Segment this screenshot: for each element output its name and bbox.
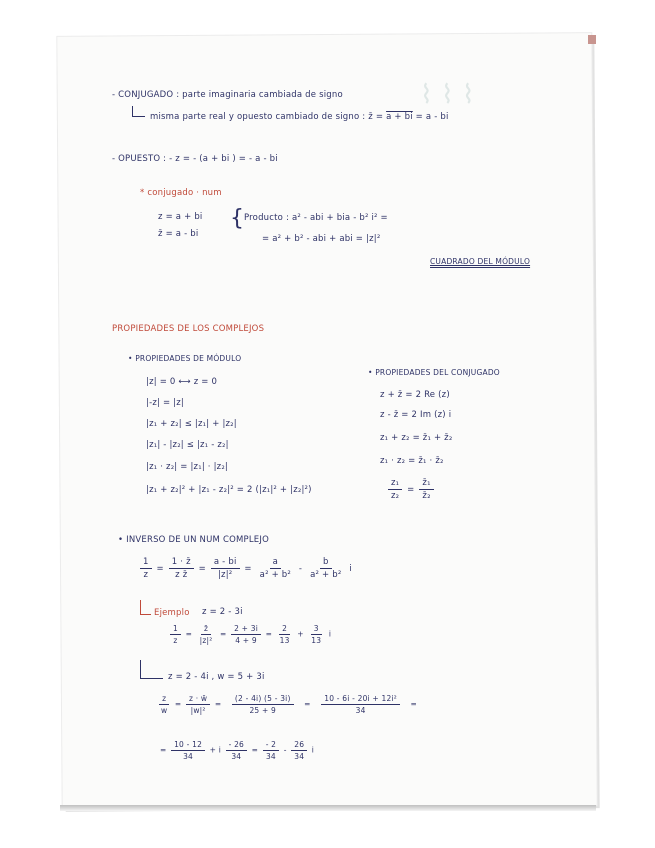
modulo-prop: |-z| = |z|	[146, 398, 184, 408]
page-shadow	[60, 805, 596, 811]
frac-num: b	[320, 557, 332, 569]
frac-num: - 2	[263, 740, 279, 751]
arrow-l-icon	[140, 600, 151, 615]
frac-num: z₁	[388, 478, 402, 490]
conj-num-title: * conjugado · num	[140, 188, 222, 198]
division-formula: $\frac{z}{w}$ = $\frac{z \cdot w̄}{\text{|w|²}}$ = $\frac{(2 - 4i) (5 - 3i)}{25 + 9}$ = $\frac{\text{10 - 6i - 20i + 12i²}}{34}$ =	[156, 694, 417, 715]
modulo-prop: |z₁| - |z₂| ≤ |z₁ - z₂|	[146, 440, 229, 450]
imag-unit: i	[218, 745, 221, 755]
frac-den: |z|²	[217, 570, 233, 580]
conjugado-heading: - CONJUGADO : parte imaginaria cambiada de signo	[112, 90, 343, 100]
frac-num: z	[159, 694, 169, 705]
frac-num: a	[270, 557, 281, 569]
ejemplo-label: Ejemplo	[154, 608, 190, 618]
frac-num: 1 · z̄	[169, 557, 194, 569]
frac-den: a² + b²	[259, 570, 292, 580]
modulo-prop: |z₁ + z₂|² + |z₁ - z₂|² = 2 (|z₁|² + |z₂|²)	[146, 485, 312, 495]
frac-num: 26	[291, 740, 307, 751]
conj-props-title: • PROPIEDADES DEL CONJUGADO	[368, 368, 500, 377]
imag-unit: i	[311, 745, 315, 755]
frac-num: 10 - 6i - 20i + 12i²	[321, 694, 400, 705]
frac-num: 1	[170, 624, 181, 635]
opuesto-line: - OPUESTO : - z = - (a + bi ) = - a - bi	[112, 154, 278, 164]
modulo-prop: |z₁ + z₂| ≤ |z₁| + |z₂|	[146, 419, 237, 429]
frac-den: z₂	[391, 491, 400, 501]
frac-num: - 26	[226, 740, 247, 751]
modulo-prop: |z| = 0 ⟷ z = 0	[146, 377, 218, 387]
frac-den: z	[143, 570, 149, 580]
frac-den: 34	[183, 752, 194, 761]
frac-den: 34	[294, 752, 305, 761]
frac-num: 1	[140, 557, 152, 569]
frac-den: 13	[279, 636, 290, 645]
frac-den: z̄₂	[422, 491, 431, 501]
frac-num: 3	[311, 624, 322, 635]
frac-num: z̄₁	[419, 478, 433, 490]
conj-prop: z + z̄ = 2 Re (z)	[380, 390, 450, 400]
frac-den: a² + b²	[310, 570, 342, 580]
ejemplo-z: z = 2 - 3i	[202, 607, 243, 617]
cuadrado-label: CUADRADO DEL MÓDULO	[430, 257, 531, 266]
imag-unit: i	[328, 629, 332, 639]
frac-num: z · w̄	[186, 694, 210, 705]
inverso-formula: $\frac{1}{z}$ = $\frac{1 \cdot z̄}{\text{z z̄}}$ = $\frac{a - bi}{\text{|z|²}}$ = $\frac{a}{\text{a² + b²}}$ - $\frac{b}{\text{a² + b²}}$ i	[138, 557, 352, 580]
producto-line: Producto : a² - abi + bia - b² i² =	[244, 213, 388, 223]
frac-den: 13	[311, 636, 322, 645]
frac-num: 2	[279, 624, 290, 635]
modulo-title: • PROPIEDADES DE MÓDULO	[128, 354, 242, 363]
conjugado-over: a + bi	[386, 112, 413, 122]
ejemplo2-line: z = 2 - 4i , w = 5 + 3i	[168, 672, 265, 682]
corner-mark	[588, 35, 596, 44]
modulo-prop: |z₁ · z₂| = |z₁| · |z₂|	[146, 462, 228, 472]
conj-num-zbar: z̄ = a - bi	[158, 229, 199, 239]
frac-den: 34	[265, 752, 276, 761]
frac-num: 10 - 12	[171, 740, 205, 751]
frac-num: (2 - 4i) (5 - 3i)	[232, 694, 294, 705]
conj-prop: z₁ + z₂ = z̄₁ + z̄₂	[380, 433, 453, 443]
frac-den: 34	[355, 706, 366, 715]
arrow-l-icon	[140, 660, 163, 679]
frac-den: 4 + 9	[235, 636, 257, 645]
frac-den: z z̄	[175, 570, 188, 580]
frac-den: 25 + 9	[249, 706, 277, 715]
notebook-page	[57, 33, 596, 809]
imag-unit: i	[349, 564, 352, 574]
frac-den: |z|²	[199, 636, 213, 645]
conjugado-eq: =	[375, 112, 384, 122]
conj-prop: z₁ · z₂ = z̄₁ · z̄₂	[380, 456, 444, 466]
frac-den: w	[161, 706, 168, 715]
frac-den: 34	[231, 752, 242, 761]
result-formula: = $\frac{10 - 12}{34}$ + i $\frac{- 26}{34}$ = $\frac{- 2}{34}$ - $\frac{26}{34}$ i	[160, 740, 315, 761]
arrow-l-icon	[132, 106, 145, 117]
propiedades-title: PROPIEDADES DE LOS COMPLEJOS	[112, 324, 265, 334]
brace-icon: {	[230, 206, 244, 231]
conj-prop: z - z̄ = 2 Im (z) i	[380, 410, 452, 420]
frac-num: 2 + 3i	[231, 624, 261, 635]
conj-num-z: z = a + bi	[158, 212, 203, 222]
inverso-title: • INVERSO DE UN NUM COMPLEJO	[118, 535, 269, 545]
conjugado-z: z̄	[368, 112, 373, 122]
frac-den: z	[173, 636, 178, 645]
conjugado-line2	[150, 112, 449, 122]
frac-den: |w|²	[190, 706, 206, 715]
producto-line2: = a² + b² - abi + abi = |z|²	[262, 234, 381, 244]
conj-prop-quotient: $\frac{\text{z₁}}{\text{z₂}}$ = $\frac{\text{z̄₁}}{\text{z̄₂}}$	[386, 478, 436, 501]
ejemplo-formula: $\frac{1}{z}$ = $\frac{z̄}{\text{|z|²}}$ = $\frac{2 + 3i}{4 + 9}$ = $\frac{2}{13}$ + $\frac{3}{13}$ i	[168, 624, 331, 645]
conjugado-result: = a - bi	[415, 112, 449, 122]
bleed-through-mark: ⌇ ⌇ ⌇	[420, 80, 475, 110]
frac-num: a - bi	[211, 557, 240, 569]
conjugado-def: misma parte real y opuesto cambiado de signo :	[150, 112, 366, 122]
frac-num: z̄	[201, 624, 211, 635]
